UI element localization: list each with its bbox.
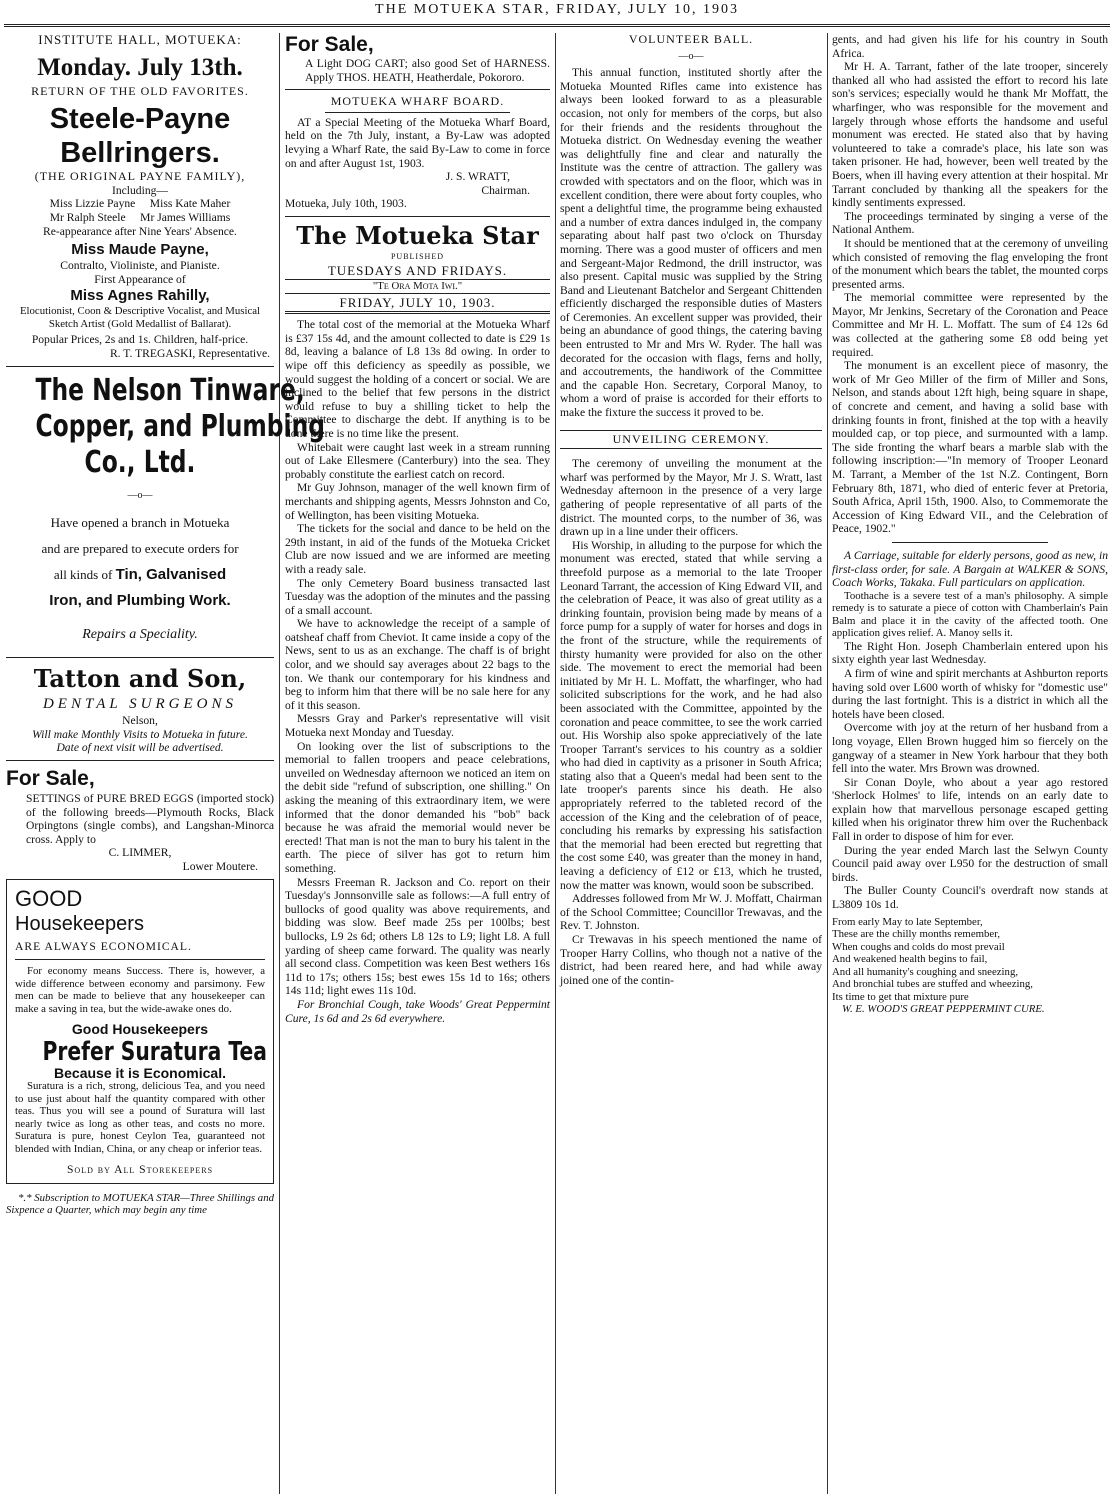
tea-ad [6,879,274,1183]
column-rule [827,33,828,1494]
tinware-line: and are prepared to execute orders for [41,541,239,557]
article-paragraph: gents, and had given his life for his country in South Africa. [832,33,1108,60]
dentist-title: Tatton and Son, [33,664,247,694]
article-paragraph: The monument is an excellent piece of masonry, the work of Mr Geo Miller of the firm of Miller and Sons, Nelson, and stands about 12ft high, being square in shape, of concrete and cement, and having a solid base with drinking founts in front, finished at the top with a heavily moulded cap, or top piece, and surmounted with a lamp. The side fronting the wharf bears a marble slab with the following inscription:—"In memory of Trooper Leonard M. Tarrant, a Member of the 1st N.Z. Contingent, Born February 8th, 1871, who died of enteric fever at Pretoria, South Africa, April 15th, 1900. Also, to Commemorate the Accession of King Edward VII., and the Celebration of Peace, 1902." [832,359,1108,536]
article-paragraph: The tickets for the social and dance to be held on the 29th instant, in aid of the funds of the Motueka Cricket Club are now issued and we are informed are meeting with a ready sale. [285,522,550,576]
eggs-place: Lower Moutere. [182,859,258,873]
poem-line: When coughs and colds do most prevail [832,940,1005,953]
tinware-sep: —o— [127,489,153,501]
subscription-note: *.* Subscription to MOTUEKA STAR—Three Shillings and Sixpence a Quarter, which may begin any time [6,1191,274,1217]
article-paragraph: Whitebait were caught last week in a stream running out of Lake Ellesmere (Canterbury) into the sea. They probably constitute the earliest catch on record. [285,440,550,481]
tinware-line-bold: Iron, and Plumbing Work. [49,592,231,610]
dentist-next: Date of next visit will be advertised. [56,741,224,755]
wharf-signer: J. S. WRATT, [445,170,510,184]
divider [6,657,274,658]
article-paragraph: Messrs Gray and Parker's representative will visit Motueka next Monday and Tuesday. [285,712,550,740]
tea-housekeepers: Housekeepers [15,913,144,936]
dentist-sub: DENTAL SURGEONS [42,696,238,713]
article-paragraph: We have to acknowledge the receipt of a sample of oatsheaf chaff from Cheviot. It came inside a copy of the News, sent to us as an exchange. The chaff is of bright color, and we should say averages about 22 bags to the ton. We thank our contemporary for his kindness and beg to inform him that there will be no sale here for any of it this season. [285,617,550,712]
wharf-role: Chairman. [481,183,530,197]
concert-rep: R. T. TREGASKI, Representative. [109,346,270,360]
article-paragraph: Overcome with joy at the return of her husband from a long voyage, Ellen Brown hugged him so fiercely on the gangway of a steamer in New York harbour that they both fell into the water. Mrs Brown was drowned. [832,721,1108,776]
eggs-body: SETTINGS of PURE BRED EGGS (imported stock) of the following breeds—Plymouth Rocks, Black Orpingtons (single combs), and Langshan-Minorca cross. Apply to [26,791,274,846]
concert-prices: Popular Prices, 2s and 1s. Children, half-price. [31,333,249,347]
flag-published: PUBLISHED [390,251,444,261]
divider [6,760,274,761]
poem-line: These are the chilly months remember, [832,928,1001,941]
dogcart-title: For Sale, [285,33,374,56]
poem-line: And weakened health begins to fail, [832,953,988,966]
article-paragraph: Messrs Freeman R. Jackson and Co. report on their Tuesday's Jonnsonville sale as follows:—A full entry of bullocks of good quality was above requirements, and bidding was slow. Beef made 25s per 100lbs; best bullocks, L9 2s 6d; others L8 12s to L9; light L8. A full yarding of sheep came forward. The quality was nearly all second class. Competition was keen Best wethers 16s 11d to 17s; others 15s; best ewes 15s 1d to 16s; others 14s 11d; light ewes 11s 10d. [285,875,550,998]
article-paragraph: His Worship, in alluding to the purpose for which the monument was erected, stated that while serving a threefold purpose as a memorial to the late Trooper Leonard Tarrant, the accession of King Edward VII, and the celebration of Peace, it was also of great utility as a drinking fountain, provision being made by means of a force pump for a supply of water for horses and dogs in the front of the structure, while the requirements of thirsty humanity were provided for also on the other side. The movement to erect the memorial had been initiated by Mr H. L. Moffatt, the wharfinger, who had solicited subscriptions for the work, and he had also been associated with the Committee, appointed by the coronation and peace committee, to see the work carried out. His Worship also spoke appreciatively of the late Trooper Tarrant's services to his country as a soldier who had died in captivity as a prisoner in South Africa; stating also that a Queen's medal had been sent to the late trooper's parents since his death. He also appropriately referred to the tableted record of the accession of the King and the celebration of of peace, concluding his remarks by expressing his satisfaction that the memorial had been erected but regretting that the cost some £40, was greater than the money in hand, leaving a deficiency of £12 or £13, which he trusted, now the matter was known, would soon be subscribed. [560,538,822,892]
column-1 [6,32,325,1494]
divider [15,959,265,960]
article-paragraph: Cr Trewavas in his speech mentioned the name of Trooper Harry Collins, who though not a native of the district, had been reared here, and had while away joined one of the contin- [560,933,822,987]
tea-good-housekeepers: Good Housekeepers [71,1021,209,1038]
concert-date: Monday. July 13th. [37,53,243,81]
concert-reappearance: Re-appearance after Nine Years' Absence. [43,224,237,238]
tea-sold: Sold by All Storekeepers [66,1163,214,1177]
article-paragraph: Mr H. A. Tarrant, father of the late trooper, sincerely thanked all who had assisted the effort to record his late son's services; especially would he thank Mr Moffatt, the wharfinger, who was responsible for the movement and largely through whose efforts the handsome and useful monument was erected. He stated also that by having volunteered to take a comrade's place, his late son was taken prisoner. He had, however, been well treated by the Boers, when ill having every attention at their hospital. Mr Tarrant concluded by thanking all the speakers for the kindly sentiments expressed. [832,60,1108,210]
wharf-body: AT a Special Meeting of the Motueka Wharf Board, held on the 7th July, instant, a By-Law was adopted levying a Wharf Rate, the said By-Law to come in force on and after August 1st, 1903. [285,115,550,170]
concert-star-1-desc: Contralto, Violiniste, and Pianiste. [60,259,220,273]
article-paragraph: It should be mentioned that at the ceremony of unveiling which consisted of removing the flag enveloping the front of the monument which bears the tablet, the mounted corps presented arms. [832,236,1108,291]
cough-ad: For Bronchial Cough, take Woods' Great Peppermint Cure, 1s 6d and 2s 6d everywhere. [285,997,550,1025]
article-paragraph: On looking over the list of subscriptions to the memorial to fallen troopers and peace celebrations, unveiled on Wednesday afternoon we noticed an item on the debit side "refund of subscription, one shilling." On asking the meaning of this extraordinary item, we were informed that the donor demanded his "bob" back because he was afraid the memorial would never be erected! That man is not the man to bury his talent in the earth. The piece of silver has got to return him something. [285,739,550,875]
tea-body-2: Suratura is a rich, strong, delicious Tea, and you need to use just about half the quantity compared with other teas. Thus you will see a pound of Suratura will last nearly twice as long as other teas, and costs no more. Suratura is pure, honest Ceylon Tea, guaranteed not blended with Indian, China, or any cheap or inferior teas. [15,1080,265,1155]
column-4 [832,33,1108,1494]
concert-venue: INSTITUTE HALL, MOTUEKA: [38,32,242,47]
poem-line: And bronchial tubes are stuffed and wheezing, [832,978,1033,991]
tinware-line: all kinds of [53,567,116,583]
wharf-title: MOTUEKA WHARF BOARD. [330,94,505,109]
article-paragraph: The memorial committee were represented by the Mayor, Mr Jenkins, Secretary of the Coronation and Peace Committee and Mr H. L. Moffatt. The sum of £4 12s 6d was collected at the gathering some £8 odd being yet required. [832,291,1108,359]
carriage-ad: A Carriage, suitable for elderly persons, good as new, in first-class order, for sale. A Bargain at WALKER & SONS, Coach Works, Takaka. Full particulars on application. [832,548,1108,590]
article-paragraph: The total cost of the memorial at the Motueka Wharf is £37 15s 4d, and the amount collected to date is £29 1s 8d, leaving a balance of L8 13s 8d owing. In order to wipe off this deficiency as speedily as possible, we would suggest the holding of a concert or social. We are inclined to the belief that few persons in the district would refuse to buy a shilling ticket to help the Committee to discharge the debt. If anything is to be done there is no time like the present. [285,318,550,440]
poem [832,916,1108,1016]
masthead-rule [4,24,1110,27]
tea-economical: ARE ALWAYS ECONOMICAL. [15,940,192,954]
poem-line: Its time to get that mixture pure [832,990,969,1003]
tinware-repairs: Repairs a Speciality. [82,627,198,643]
divider [285,216,550,217]
eggs-title: For Sale, [6,766,95,790]
tinware-title-1: The Nelson Tinware, [35,372,305,408]
article-paragraph: A firm of wine and spirit merchants at Ashburton reports having sold over L600 worth of whisky for "domestic use" during the last fortnight. This is a district in which all the hotels have been closed. [832,666,1108,721]
concert-first-appearance: First Appearance of [94,272,186,286]
poem-line: From early May to late September, [832,915,983,928]
divider [285,89,550,90]
article-paragraph: The proceedings terminated by singing a verse of the National Anthem. [832,209,1108,237]
tinware-title-3: Co., Ltd. [84,444,196,480]
ball-sep: —o— [678,50,704,62]
concert-family: (THE ORIGINAL PAYNE FAMILY), [34,169,246,184]
eggs-ad [6,766,274,874]
concert-cast-row: Miss Lizzie Payne Miss Kate Maher [49,197,231,211]
tinware-line: Have opened a branch in Motueka [50,515,230,531]
article-paragraph: Sir Conan Doyle, who about a year ago restored 'Sherlock Holmes' to life, intends on an early date to explain how that marvellous personage escaped getting killed when his originator threw him over the Ruchenback Fall in order to dispose of him for ever. [832,775,1108,844]
dogcart-body: A Light DOG CART; also good Set of HARNESS. Apply THOS. HEATH, Heatherdale, Pokororo. [305,57,550,84]
column-3 [560,33,822,1494]
ball-title: VOLUNTEER BALL. [628,32,754,46]
tea-because: Because it is Economical. [54,1064,226,1081]
tea-good: GOOD [15,886,83,912]
article-paragraph: The Right Hon. Joseph Chamberlain entered upon his sixty eighth year last Wednesday. [832,639,1108,667]
masthead: THE MOTUEKA STAR, FRIDAY, JULY 10, 1903 [375,2,739,17]
article-paragraph: The ceremony of unveiling the monument at the wharf was performed by the Mayor, Mr J. S. Wratt, last Wednesday afternoon in the presence of a very large gathering of people representative of all parts of the district. The mounted corps, to the number of 36, was drawn up in a line under their officers. [560,457,822,539]
newspaper-flag: The Motueka Star [296,220,539,250]
flag-date: FRIDAY, JULY 10, 1903. [285,296,550,315]
column-rule [279,33,280,1494]
concert-star-1: Miss Maude Payne, [71,241,209,259]
divider [325,112,510,113]
ball-body: This annual function, instituted shortly after the Motueka Mounted Rifles came into existence has always been looked forward to as a pleasurable occasion, not only for members of the corps, but also for their friends and the residents throughout the Motueka district. On Wednesday evening the weather was delightfully fine and clear and naturally the Institute was the centre of attraction. The gallery was crowded with spectators and on the floor, which was in excellent condition, there were about forty couples, who spent a delightful time, the programme being exhausted and a number of extra dances indulged in, the company separating about half past two o'clock on Thursday morning. There was a good muster of officers and men and Sergeant-Major Redmond, the drill instructor, was also present. Capital music was supplied by the String Band and Lieutenant Batchelor and Sergeant Chittenden efficiently discharged the responsible duties of Masters of Ceremonies. An excellent supper was provided, their being an abundance of good things, the catering baving been entrusted to Mr and Mrs W. Ryder. The hall was decorated for the occasion with flags, ferns and holly, and accoutrements, the handiwork of the Committee and the capable Hon. Secretary, Corporal Manoy, to whom a word of praise is accorded for their efforts to make the fixture the success it proved to be. [560,66,822,420]
tinware-title-2: Copper, and Plumbing [35,408,325,444]
toothache-ad: Toothache is a severe test of a man's philosophy. A simple remedy is to saturate a piece of cotton with Chamberlain's Pain Balm and place it in the cavity of the affected tooth. One application gives relief. A. Manoy sells it. [832,589,1108,640]
dentist-ad [6,664,274,755]
article-paragraph: Addresses followed from Mr W. J. Moffatt, Chairman of the School Committee; Councillor Trewavas, and the Rev. T. Johnston. [560,892,822,933]
dentist-visits: Will make Monthly Visits to Motueka in future. [32,727,248,741]
concert-name-1: Steele-Payne [49,103,231,136]
flag-motto: "Te Ora Mota Iwi." [285,279,550,294]
divider [6,366,274,367]
poem-end: W. E. WOOD'S GREAT PEPPERMINT CURE. [842,1003,1045,1016]
tea-prefer: Prefer Suratura Tea [42,1036,267,1067]
unveiling-title: UNVEILING CEREMONY. [560,430,822,450]
concert-star-2: Miss Agnes Rahilly, [70,287,210,305]
flag-days: TUESDAYS AND FRIDAYS. [327,262,508,278]
article-paragraph: During the year ended March last the Selwyn County Council paid away over L950 for the destruction of small birds. [832,843,1108,884]
article-paragraph: The only Cemetery Board business transacted last Tuesday was the adoption of the minutes and the passing of a small account. [285,576,550,617]
dentist-place: Nelson, [122,714,158,728]
concert-return: RETURN OF THE OLD FAVORITES. [31,83,249,98]
concert-name-2: Bellringers. [60,137,220,170]
article-paragraph: Mr Guy Johnson, manager of the well known firm of merchants and shipping agents, Messrs Johnston and Co, of Wellington, has been visiting Motueka. [285,481,550,522]
concert-ad [6,33,274,361]
column-2 [285,33,550,1494]
concert-including: Including— [111,183,169,197]
concert-star-2-desc: Elocutionist, Coon & Descriptive Vocalist, and Musical Sketch Artist (Gold Medallist of Ballarat). [19,305,261,330]
wharf-dated: Motueka, July 10th, 1903. [285,197,407,211]
article-paragraph: The Buller County Council's overdraft now stands at L3809 10s 1d. [832,884,1108,912]
poem-line: And all humanity's coughing and sneezing, [832,965,1019,978]
tea-body: For economy means Success. There is, however, a wide difference between economy and parsimony. Few men can be made to believe that any housekeeper can make a saving in tea, but the wide-awake ones do. [15,965,265,1015]
divider [892,542,1048,543]
column-rule [555,33,556,1494]
tinware-ad [6,372,325,653]
concert-cast-row: Mr Ralph Steele Mr James Williams [49,210,231,224]
tinware-line-bold: Tin, Galvanised [115,566,227,584]
eggs-name: C. LIMMER, [108,846,172,860]
